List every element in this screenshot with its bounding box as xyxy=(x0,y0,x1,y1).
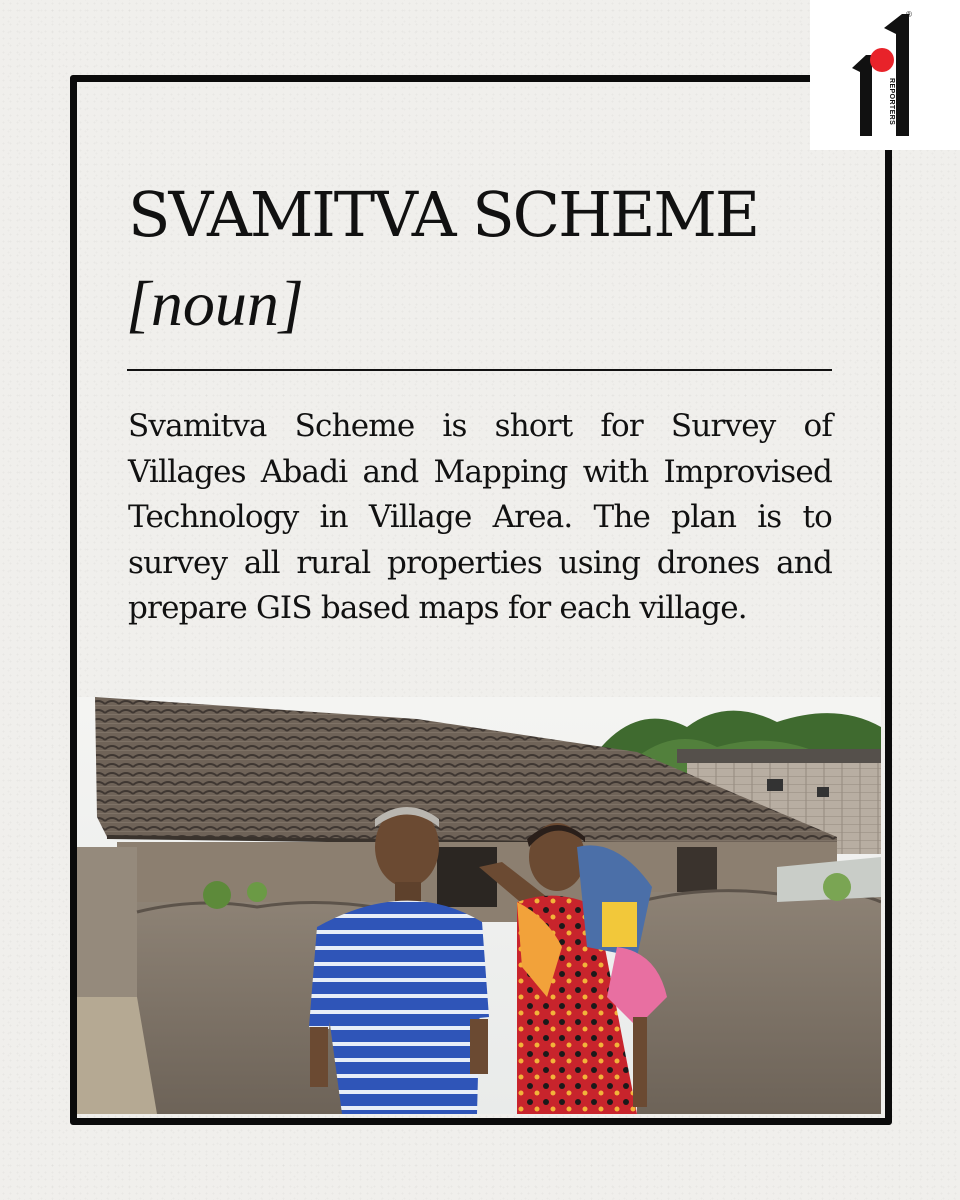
registered-mark: ® xyxy=(906,10,912,19)
headword: SVAMITVA SCHEME xyxy=(128,178,759,251)
logo-wordmark: REPORTERS xyxy=(888,78,895,126)
logo-one-left-icon xyxy=(852,55,872,136)
part-of-speech: [noun] xyxy=(126,268,304,339)
definition-text: Svamitva Scheme is short for Survey of Villages Abadi and Mapping with Improvised Technology in Village Area. The plan is to survey all rural properties using drones and prepare GIS based maps for each village. xyxy=(128,408,832,626)
village-house-photo xyxy=(77,697,881,1114)
divider xyxy=(127,369,832,371)
logo-red-dot-icon xyxy=(870,48,894,72)
